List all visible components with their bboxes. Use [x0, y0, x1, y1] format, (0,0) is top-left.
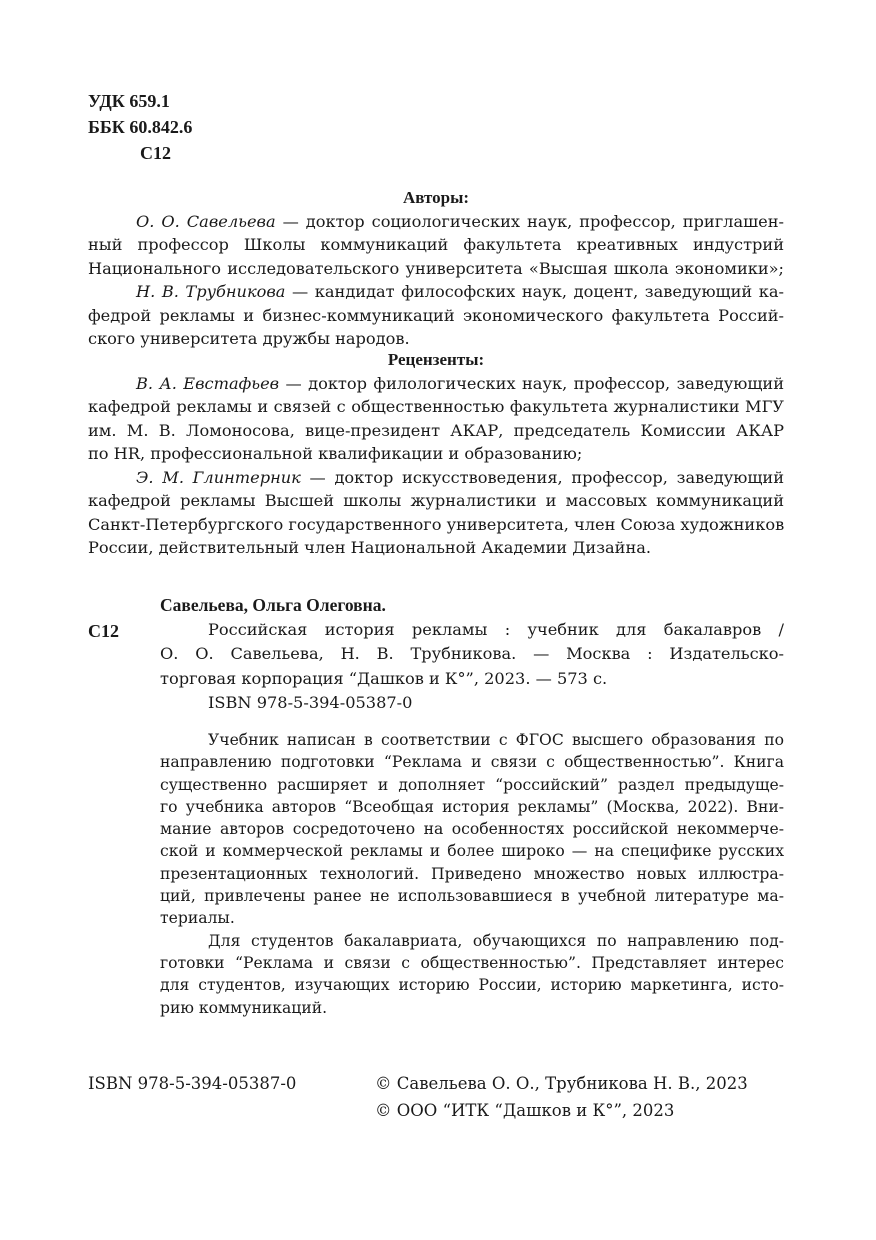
authors-heading: Авторы:: [402, 188, 470, 207]
bibliography-isbn: ISBN 978-5-394-05387-0: [208, 693, 413, 712]
bibliography-line: О. О. Савельева, Н. В. Трубникова. — Москва : Издательско-: [160, 644, 784, 663]
bibliography-author: Савельева, Ольга Олеговна.: [160, 595, 386, 615]
copyright-block: [375, 1070, 748, 1124]
annotation-line: териалы.: [160, 909, 235, 928]
annotation-line: направлению подготовки “Реклама и связи с общественностью”. Книга: [160, 753, 784, 772]
reviewer-line: кафедрой рекламы и связей с общественностью факультета журналистики МГУ: [88, 397, 784, 416]
author-line: О. О. Савельева — доктор социологических наук, профессор, приглашен-: [136, 211, 784, 231]
annotation: [160, 729, 784, 1019]
udk-code: УДК 659.1: [88, 91, 170, 111]
annotation-line: рию коммуникаций.: [160, 998, 328, 1017]
reviewer-line: им. М. В. Ломоносова, вице-президент АКАР, председатель Комиссии АКАР: [88, 420, 784, 440]
annotation-line: го учебника авторов “Всеобщая история рекламы” (Москва, 2022). Вни-: [160, 797, 784, 816]
annotation-line: презентационных технологий. Приведено множество новых иллюстра-: [160, 864, 784, 883]
annotation-line: существенно расширяет и дополняет “российский” раздел предыдуще-: [160, 775, 784, 794]
bibliography-line: Российская история рекламы : учебник для бакалавров /: [208, 619, 784, 639]
bibliography-line: торговая корпорация “Дашков и К°”, 2023. — 573 с.: [160, 668, 608, 688]
author-line: ный профессор Школы коммуникаций факультета креативных индустрий: [88, 235, 784, 254]
bibliographic-record: [160, 593, 784, 716]
bibliography-mark: С12: [88, 621, 119, 641]
author-mark: С12: [140, 143, 171, 163]
author-line: ского университета дружбы народов.: [88, 329, 410, 348]
authors-section: [88, 186, 784, 351]
annotation-line: готовки “Реклама и связи с общественностью”. Представляет интерес: [160, 953, 784, 972]
author-line: федрой рекламы и бизнес-коммуникаций экономического факультета Россий-: [88, 305, 784, 325]
reviewer-line: по HR, профессиональной квалификации и образованию;: [88, 444, 583, 463]
author-line: Н. В. Трубникова — кандидат философских наук, доцент, заведующий ка-: [136, 282, 784, 301]
annotation-line: ской и коммерческой рекламы и более широко — на специфике русских: [160, 842, 784, 861]
author-line: Национального исследовательского университета «Высшая школа экономики»;: [88, 258, 784, 278]
copyright-line: © ООО “ИТК “Дашков и К°”, 2023: [375, 1101, 675, 1120]
copyright-line: © Савельева О. О., Трубникова Н. В., 2023: [375, 1074, 748, 1093]
classification-codes: [88, 88, 192, 166]
bbk-code: ББК 60.842.6: [88, 117, 193, 137]
reviewer-line: Санкт-Петербургского государственного университета, член Союза художников: [88, 514, 785, 534]
footer-isbn: ISBN 978-5-394-05387-0: [88, 1074, 297, 1093]
annotation-line: мание авторов сосредоточено на особенностях российской некоммерче-: [160, 820, 784, 839]
annotation-line: для студентов, изучающих историю России, историю маркетинга, исто-: [160, 976, 784, 995]
annotation-line: ций, привлечены ранее не использовавшиеся в учебной литературе ма-: [160, 887, 784, 906]
reviewer-line: Э. М. Глинтерник — доктор искусствоведения, профессор, заведующий: [136, 467, 785, 487]
reviewers-section: [88, 348, 784, 560]
reviewers-heading: Рецензенты:: [387, 350, 485, 369]
reviewer-line: кафедрой рекламы Высшей школы журналистики и массовых коммуникаций: [88, 491, 784, 510]
annotation-line: Для студентов бакалавриата, обучающихся по направлению под-: [208, 931, 784, 950]
reviewer-line: России, действительный член Национальной Академии Дизайна.: [88, 538, 652, 557]
annotation-line: Учебник написан в соответствии с ФГОС высшего образования по: [208, 731, 784, 749]
reviewer-line: В. А. Евстафьев — доктор филологических наук, профессор, заведующий: [136, 373, 784, 393]
